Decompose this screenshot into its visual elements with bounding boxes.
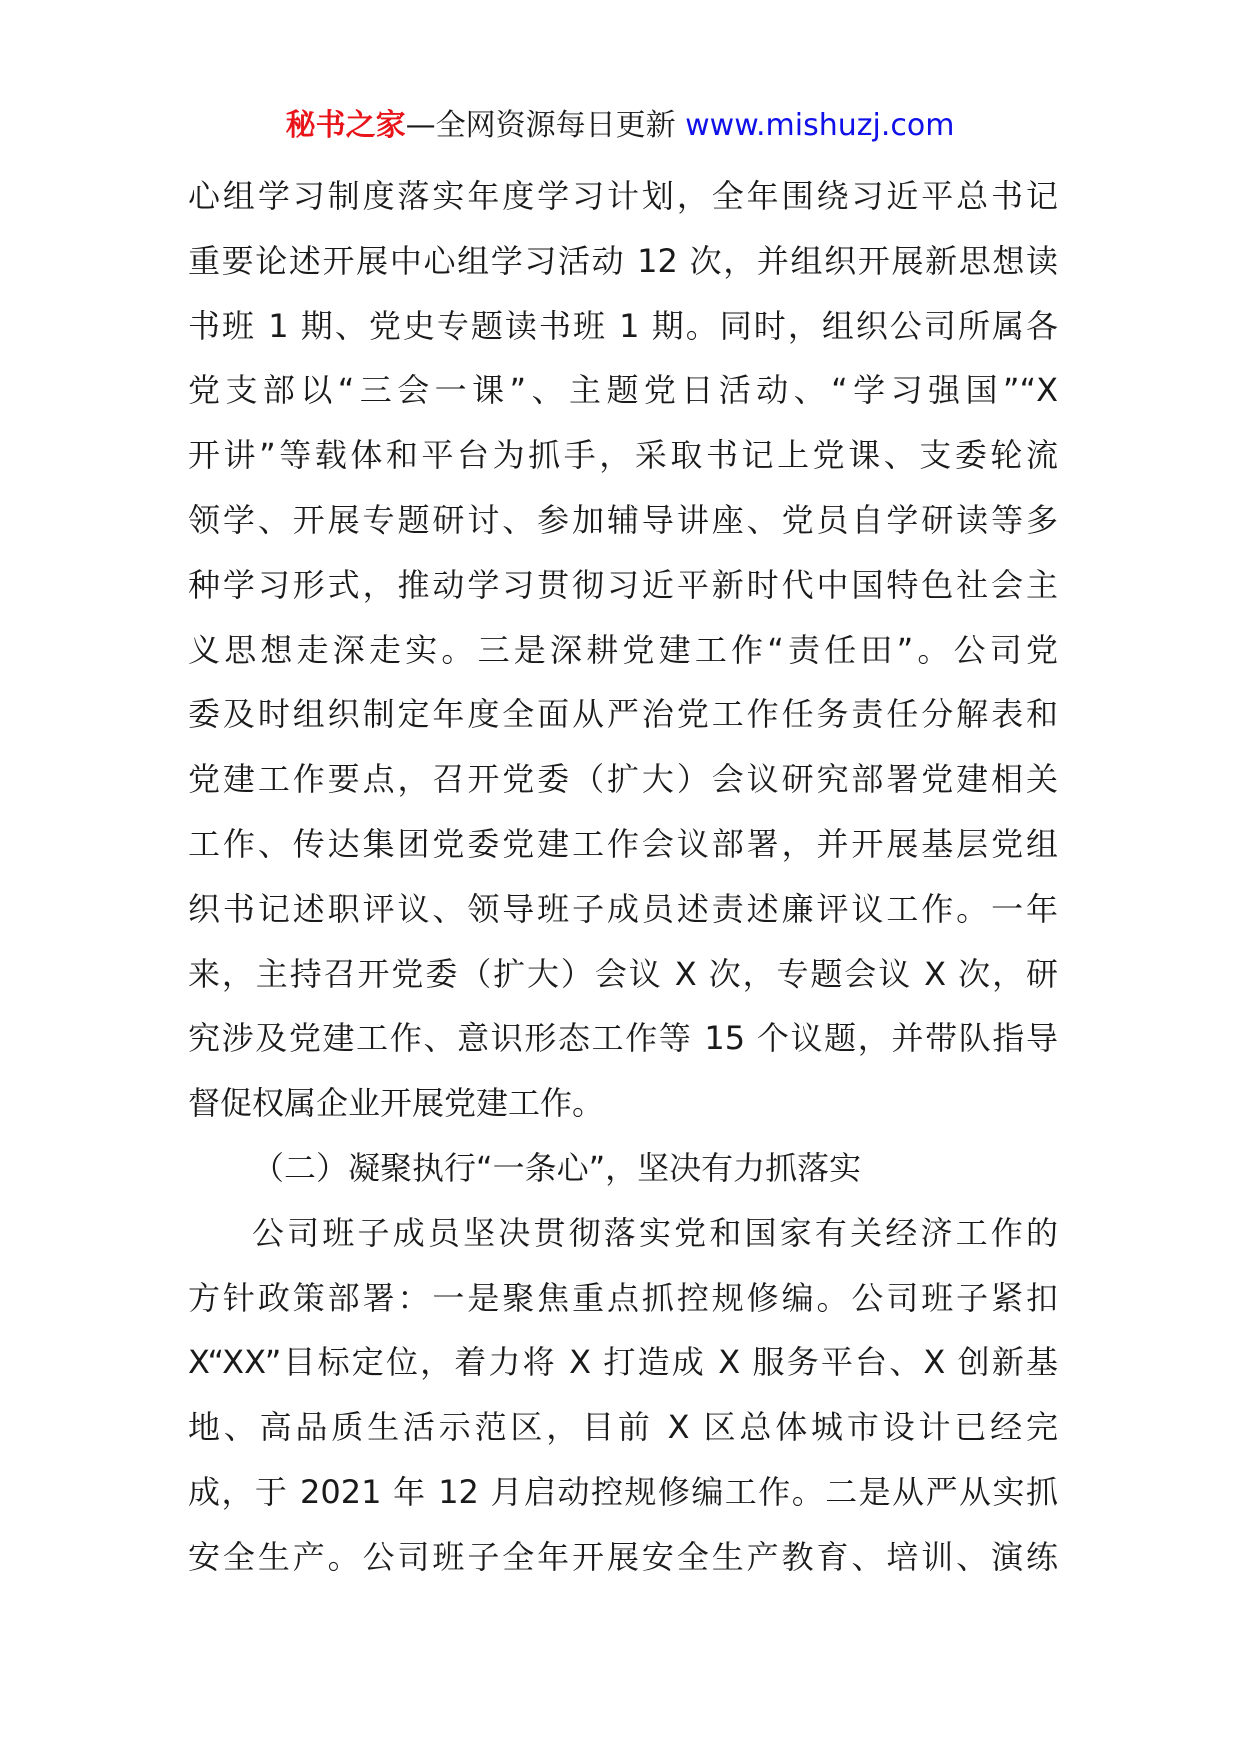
body-line: 党支部以“三会一课”、主题党日活动、“学习强国”“X: [188, 371, 1058, 410]
body-line: 督促权属企业开展党建工作。: [188, 1084, 605, 1123]
body-line: 地、高品质生活示范区，目前 X 区总体城市设计已经完: [188, 1408, 1058, 1447]
body-line: 方针政策部署：一是聚焦重点抓控规修编。公司班子紧扣: [188, 1278, 1058, 1317]
page-header: [0, 104, 1240, 148]
body-line: 来，主持召开党委（扩大）会议 X 次，专题会议 X 次，研: [188, 954, 1058, 993]
header-tagline: —全网资源每日更新: [405, 108, 676, 143]
body-line: 种学习形式，推动学习贯彻习近平新时代中国特色社会主: [188, 565, 1058, 604]
body-line: X“XX”目标定位，着力将 X 打造成 X 服务平台、X 创新基: [188, 1343, 1058, 1382]
body-line: 工作、传达集团党委党建工作会议部署，并开展基层党组: [188, 824, 1058, 863]
section-heading: （二）凝聚执行“一条心”，坚决有力抓落实: [252, 1148, 862, 1187]
body-line: 究涉及党建工作、意识形态工作等 15 个议题，并带队指导: [188, 1019, 1058, 1058]
body-line: 书班 1 期、党史专题读书班 1 期。同时，组织公司所属各: [188, 306, 1058, 345]
body-line: 开讲”等载体和平台为抓手，采取书记上党课、支委轮流: [188, 436, 1058, 475]
body-line: 义思想走深走实。三是深耕党建工作“责任田”。公司党: [188, 630, 1058, 669]
body-line: 安全生产。公司班子全年开展安全生产教育、培训、演练: [188, 1537, 1058, 1576]
body-line: 党建工作要点，召开党委（扩大）会议研究部署党建相关: [188, 760, 1058, 799]
document-body: [188, 164, 1058, 1590]
body-line: 公司班子成员坚决贯彻落实党和国家有关经济工作的: [252, 1213, 1058, 1252]
body-line: 委及时组织制定年度全面从严治党工作任务责任分解表和: [188, 695, 1058, 734]
body-line: 成，于 2021 年 12 月启动控规修编工作。二是从严从实抓: [188, 1472, 1058, 1511]
body-line: 织书记述职评议、领导班子成员述责述廉评议工作。一年: [188, 889, 1058, 928]
site-url-link[interactable]: www.mishuzj.com: [685, 108, 955, 143]
brand-name: 秘书之家: [285, 108, 406, 143]
body-line: 重要论述开展中心组学习活动 12 次，并组织开展新思想读: [188, 241, 1058, 280]
body-line: 领学、开展专题研讨、参加辅导讲座、党员自学研读等多: [188, 500, 1058, 539]
body-line: 心组学习制度落实年度学习计划，全年围绕习近平总书记: [188, 177, 1058, 215]
